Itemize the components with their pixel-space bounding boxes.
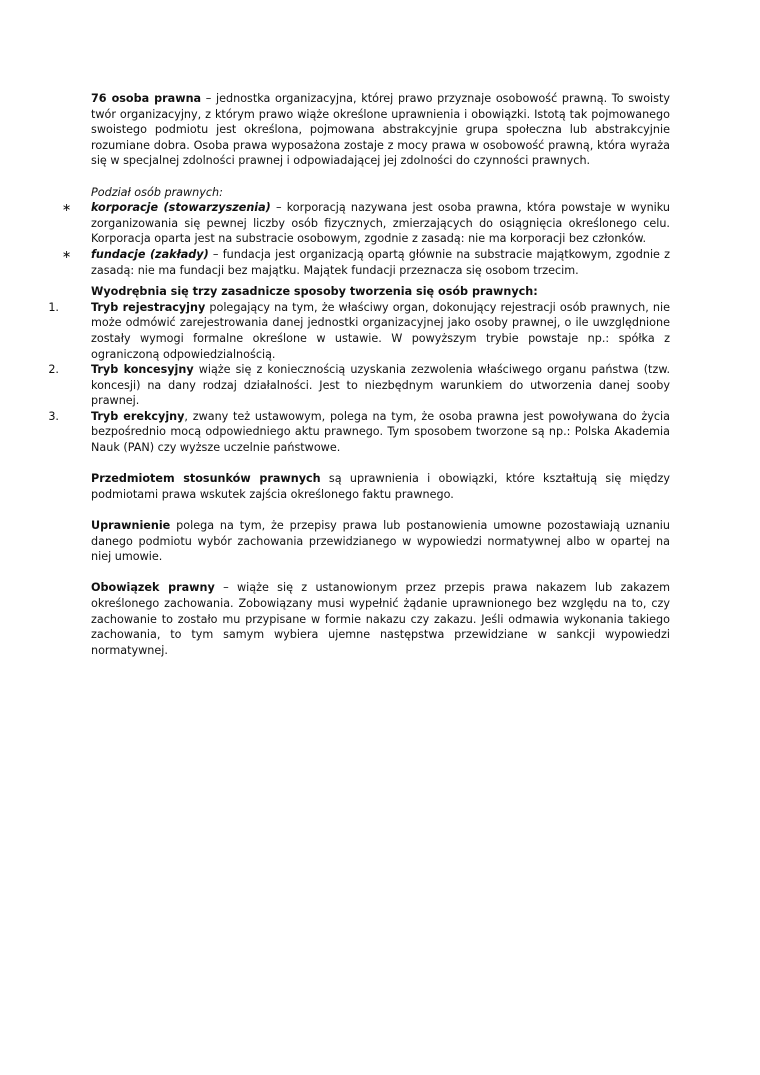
term-uprawnienie: Uprawnienie	[91, 519, 171, 533]
heading-sposoby: Wyodrębnia się trzy zasadnicze sposoby tworzenia się osób prawnych:	[91, 285, 538, 299]
list-item-fundacje	[62, 247, 670, 278]
heading-podzial: Podział osób prawnych:	[91, 185, 223, 199]
bullet-star: ∗	[62, 201, 72, 215]
definition-tryb-koncesyjny: wiąże się z koniecznością uzyskania zezwolenia właściwego organu państwa (tzw. koncesji) na dany rodzaj działalności. Jest to niezbędnym warunkiem do utworzenia danej sooby prawnej.	[91, 363, 670, 408]
list-number: 2.	[48, 363, 59, 377]
list-item-tryb-koncesyjny	[48, 362, 670, 409]
definition-tryb-erekcyjny: , zwany też ustawowym, polega na tym, że osoba prawna jest powoływana do życia bezpośrednio mocą odpowiedniego aktu prawnego. Tym sposobem tworzone są np.: Polska Akademia Nauk (PAN) czy wyższe uczelnie państwowe.	[91, 409, 670, 455]
list-sposoby	[48, 300, 670, 456]
definition-uprawnienie: polega na tym, że przepisy prawa lub postanowienia umowne pozostawiają uznaniu danego podmiotu wybór zachowania przewidzianego w wypowiedzi normatywnej albo w opartej na niej umowie.	[91, 519, 670, 564]
definition-fundacje: – fundacja jest organizacją opartą głównie na substracie majątkowym, zgodnie z zasadą: nie ma fundacji bez majątku. Majątek fundacji przeznacza się osobom trzecim.	[91, 247, 670, 277]
bullet-star: ∗	[62, 247, 72, 261]
term-tryb-rejestracyjny: Tryb rejestracyjny	[91, 300, 206, 314]
list-number: 1.	[48, 300, 59, 314]
definition-obowiazek: – wiąże się z ustanowionym przez przepis prawa nakazem lub zakazem określonego zachowania. Zobowiązany musi wypełnić żądanie uprawnionego bez względu na to, czy zachowanie to zostało mu przypisane w formie nakazu czy zakazu. Jeśli odmawia wykonania takiego zachowania, to tym samym wybiera ujemne następstwa przewidziane w sankcji wypowiedzi normatywnej.	[91, 581, 670, 657]
term-osoba-prawna: 76 osoba prawna	[91, 92, 202, 105]
definition-tryb-rejestracyjny: polegający na tym, że właściwy organ, dokonujący rejestracji osób prawnych, nie może odmówić zarejestrowania danej jednostki organizacyjnej jako osoby prawnej, o ile uwzględnione zostały wymogi formalne określone w ustawie. W powyższym trybie powstaje np.: spółka z ograniczoną odpowiedzialnością.	[91, 300, 670, 361]
paragraph-osoba-prawna	[91, 91, 670, 169]
paragraph-obowiazek	[91, 580, 670, 658]
paragraph-uprawnienie	[91, 518, 670, 565]
paragraph-przedmiot	[91, 471, 670, 502]
term-tryb-erekcyjny: Tryb erekcyjny	[91, 409, 185, 423]
list-item-tryb-erekcyjny	[48, 409, 670, 456]
term-obowiazek: Obowiązek prawny	[91, 581, 215, 595]
list-item-tryb-rejestracyjny	[48, 300, 670, 362]
list-podzial	[62, 200, 670, 278]
term-fundacje: fundacje (zakłady)	[91, 247, 209, 261]
definition-przedmiot: są uprawnienia i obowiązki, które kształtują się między podmiotami prawa wskutek zajścia określonego faktu prawnego.	[91, 472, 670, 501]
list-item-korporacje	[62, 200, 670, 247]
term-tryb-koncesyjny: Tryb koncesyjny	[91, 363, 194, 377]
definition-osoba-prawna: – jednostka organizacyjna, której prawo przyznaje osobowość prawną. To swoisty twór organizacyjny, z którym prawo wiąże określone uprawnienia i obowiązki. Istotą tak pojmowanego swoistego podmiotu jest określona, pojmowana abstrakcyjnie grupa społeczna lub abstrakcyjnie rozumiane dobra. Osoba prawa wyposażona zostaje z mocy prawa w osobowość prawną, która wyraża się w specjalnej zdolności prawnej i odpowiadającej jej zdolności do czynności prawnych.	[91, 92, 670, 168]
term-przedmiot: Przedmiotem stosunków prawnych	[91, 472, 321, 486]
term-korporacje: korporacje (stowarzyszenia)	[91, 201, 271, 215]
document-page	[48, 91, 670, 658]
definition-korporacje: – korporacją nazywana jest osoba prawna, która powstaje w wyniku zorganizowania się pewnej liczby osób fizycznych, zmierzających do osiągnięcia określonego celu. Korporacja oparta jest na substracie osobowym, zgodnie z zasadą: nie ma korporacji bez członków.	[91, 201, 670, 246]
list-number: 3.	[48, 409, 59, 423]
